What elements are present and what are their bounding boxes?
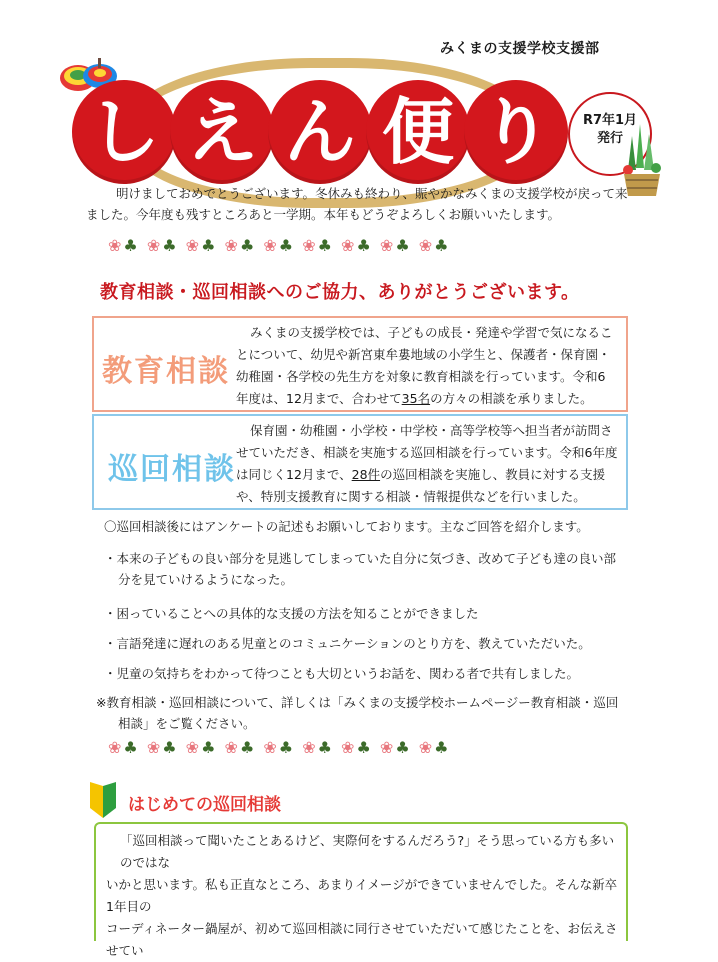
- beginner-mark-icon: [88, 780, 118, 820]
- first-visit-line-2: いかと思います。私も正直なところ、あまりイメージができていませんでした。そんな新卒1年目の: [106, 877, 618, 914]
- junkai-line-4: や、特別支援教育に関する相談・情報提供などを行いました。: [236, 489, 586, 504]
- plum-pine-divider: ❀♣ ❀♣ ❀♣ ❀♣ ❀♣ ❀♣ ❀♣ ❀♣ ❀♣: [108, 236, 451, 255]
- kyoiku-line-1: みくまの支援学校では、子どもの成長・発達や学習で気になるこ: [250, 325, 613, 340]
- issue-date: R7年1月: [582, 113, 638, 128]
- junkai-label: 巡回相談: [108, 452, 236, 487]
- survey-item-4: ・児童の気持ちをわかって待つことも大切というお話を、関わる者で共有しました。: [104, 666, 580, 681]
- survey-item-2: ・困っていることへの具体的な支援の方法を知ることができました: [104, 606, 479, 621]
- junkai-text: [236, 420, 626, 508]
- first-visit-title-text: はじめての巡回相談: [128, 795, 281, 815]
- survey-note-line-1: ※教育相談・巡回相談について、詳しくは「みくまの支援学校ホームページー教育相談・巡回: [96, 695, 619, 710]
- junkai-line-3: [236, 464, 626, 486]
- survey-note: [96, 692, 686, 734]
- title-char-e: え: [170, 80, 274, 184]
- greeting-line-2: ました。今年度も残すところあと一学期。本年もどうぞよろしくお願いいたします。: [86, 207, 561, 222]
- organization-name: みくまの支援学校支援部: [440, 41, 600, 57]
- title-char-tayori: 便: [366, 80, 470, 184]
- first-visit-title: [128, 790, 281, 815]
- junkai-line-3-pre: は同じく12月まで、: [236, 467, 352, 482]
- survey-item-1: [104, 548, 684, 590]
- kyoiku-line-4: [236, 388, 626, 410]
- kyoiku-label: 教育相談: [102, 354, 230, 389]
- first-visit-text: [106, 830, 620, 962]
- title-char-shi: し: [72, 80, 176, 184]
- survey-note-line-2: 相談」をご覧ください。: [118, 716, 256, 731]
- kyoiku-line-3: 幼稚園・各学校の先生方を対象に教育相談を行っています。令和6: [236, 369, 606, 384]
- first-visit-line-3: コーディネーター鍋屋が、初めて巡回相談に同行させていただいて感じたことを、お伝えさせてい: [106, 921, 618, 958]
- first-visit-box: [94, 822, 628, 958]
- junkai-line-3-post: の巡回相談を実施し、教員に対する支援: [380, 467, 606, 482]
- first-visit-line-1: 「巡回相談って聞いたことあるけど、実際何をするんだろう?」そう思っている方も多いのではな: [120, 833, 615, 870]
- kyoiku-line-2: とについて、幼児や新宮東牟婁地域の小学生と、保護者・保育園・: [236, 347, 611, 362]
- kyoiku-line-4-post: の方々の相談を承りました。: [430, 391, 593, 406]
- junkai-box: [92, 414, 628, 510]
- issue-label: 発行: [596, 131, 623, 146]
- survey-item-1-line-1: ・本来の子どもの良い部分を見逃してしまっていた自分に気づき、改めて子ども達の良い部: [104, 551, 617, 566]
- kyoiku-box: [92, 316, 628, 412]
- kyoiku-line-4-pre: 年度は、12月まで、合わせて: [236, 391, 402, 406]
- plum-pine-divider-2: ❀♣ ❀♣ ❀♣ ❀♣ ❀♣ ❀♣ ❀♣ ❀♣ ❀♣: [108, 738, 451, 757]
- kyoiku-count: 35名: [401, 391, 431, 406]
- junkai-line-2: せていただき、相談を実施する巡回相談を行っています。令和6年度: [236, 445, 618, 460]
- junkai-count: 28件: [351, 467, 381, 482]
- survey-item-3: ・言語発達に遅れのある児童とのコミュニケーションのとり方を、教えていただいた。: [104, 636, 591, 651]
- greeting-text: [86, 183, 666, 225]
- greeting-line-1: 明けましておめでとうございます。冬休みも終わり、賑やかなみくまの支援学校が戻って来: [116, 186, 628, 201]
- survey-intro: 〇巡回相談後にはアンケートの記述もお願いしております。主なご回答を紹介します。: [104, 519, 589, 534]
- title-char-n: ん: [268, 80, 372, 184]
- kyoiku-text: [236, 322, 626, 410]
- thanks-heading: 教育相談・巡回相談へのご協力、ありがとうございます。: [100, 282, 580, 303]
- junkai-line-1: 保育園・幼稚園・小学校・中学校・高等学校等へ担当者が訪問さ: [250, 423, 613, 438]
- survey-item-1-line-2: 分を見ていけるようになった。: [118, 572, 294, 587]
- title-char-ri: り: [464, 80, 568, 184]
